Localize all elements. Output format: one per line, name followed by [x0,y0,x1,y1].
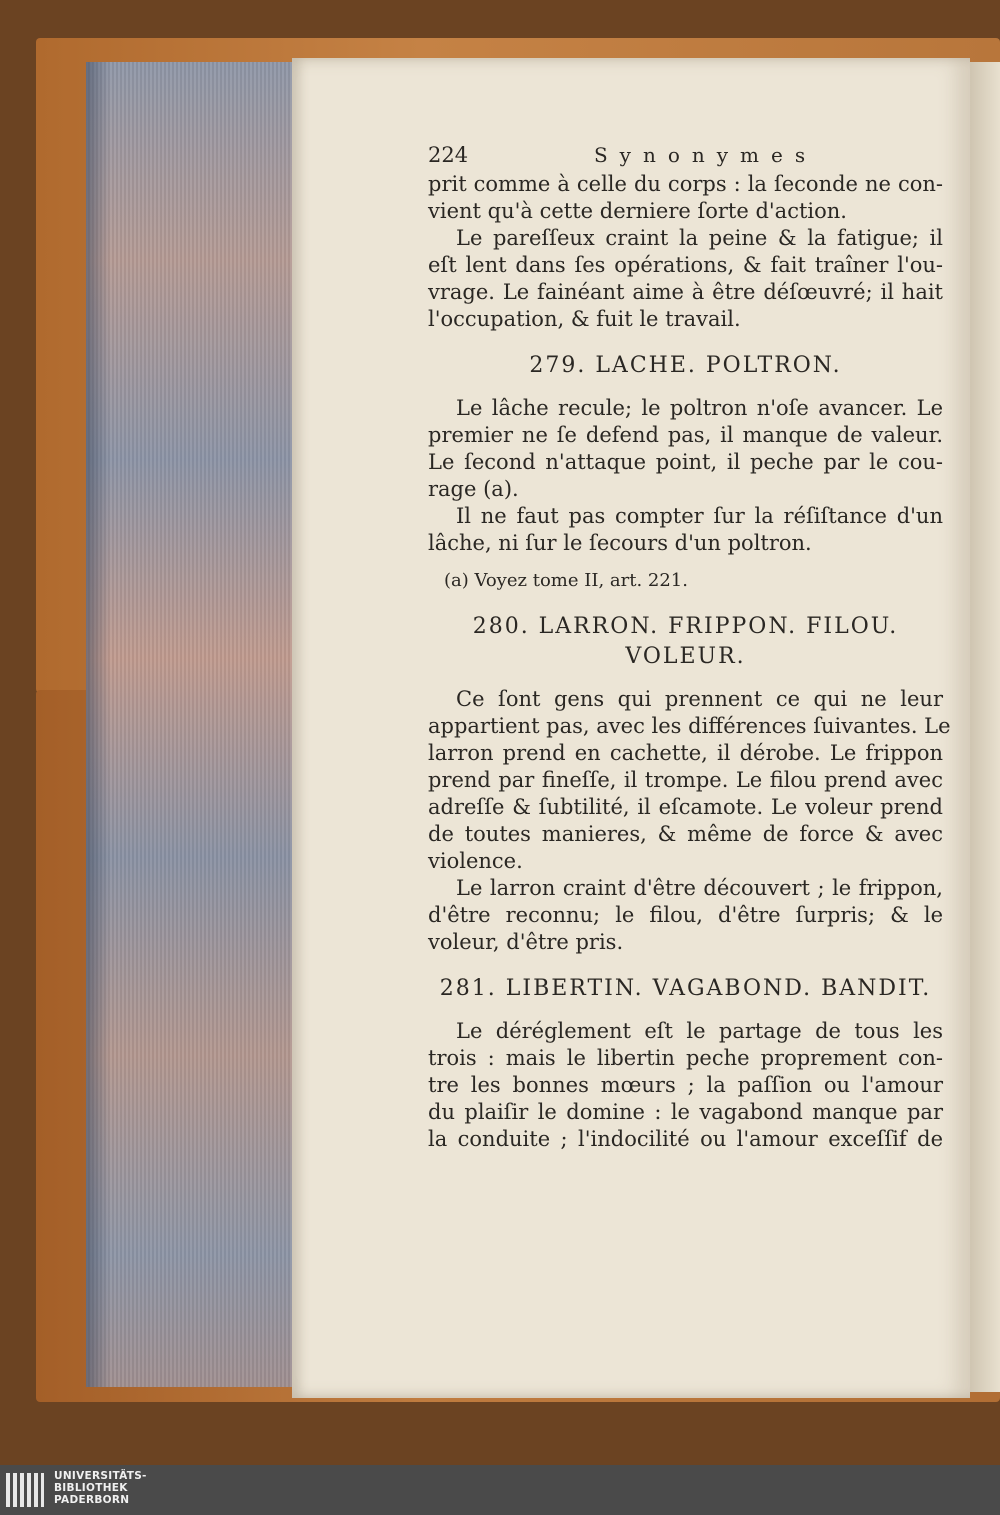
text-line: du plaiſir le domine : le vagabond manque par [428,1100,943,1124]
running-header [428,142,943,169]
section-heading-281: 281. LIBERTIN. VAGABOND. BANDIT. [439,976,932,1001]
section-heading-280-cont: VOLEUR. [625,644,746,669]
facing-page-edge [970,62,1000,1392]
footnote: (a) Voyez tome II, art. 221. [444,570,688,591]
text-line: Le lâche recule; le poltron n'oſe avancer. Le [456,396,943,420]
text-line: Il ne faut pas compter ſur la réſiſtance d'un [456,504,943,528]
library-bars-logo-icon [6,1473,46,1507]
page-number: 224 [428,143,469,167]
text-line: l'occupation, & fuit le travail. [428,307,741,331]
text-line: rage (a). [428,477,519,501]
text-line: lâche, ni ſur le ſecours d'un poltron. [428,531,812,555]
text-line: vrage. Le fainéant aime à être déſœuvré; il hait [428,280,943,304]
text-line: Ce ſont gens qui prennent ce qui ne leur [456,687,943,711]
text-line: Le pareſſeux craint la peine & la fatigue; il [456,226,943,250]
logo-line: UNIVERSITÄTS- [54,1470,147,1482]
text-line: la conduite ; l'indocilité ou l'amour exceſſif de [428,1127,943,1151]
logo-line: BIBLIOTHEK [54,1482,128,1494]
text-line: Le larron craint d'être découvert ; le frippon, [456,876,943,900]
text-line: prit comme à celle du corps : la ſeconde ne con- [428,172,943,196]
library-footer [0,1465,1000,1515]
text-line: appartient pas, avec les différences ſuivantes. Le [428,714,951,738]
edge-shadow [86,62,110,1387]
text-line: voleur, d'être pris. [428,930,624,954]
section-heading-279: 279. LACHE. POLTRON. [529,353,842,378]
text-line: d'être reconnu; le filou, d'être ſurpris; & le [428,903,943,927]
text-line: eſt lent dans ſes opérations, & fait traîner l'ou- [428,253,943,277]
text-line: de toutes manieres, & même de force & avec [428,822,943,846]
text-line: trois : mais le libertin peche proprement con- [428,1046,943,1070]
page-edges-marbled [86,62,292,1387]
text-line: larron prend en cachette, il dérobe. Le frippon [428,741,943,765]
text-line: Le ſecond n'attaque point, il peche par le cou- [428,450,943,474]
text-line: adreſſe & ſubtilité, il eſcamote. Le voleur prend [428,795,943,819]
text-line: Le déréglement eſt le partage de tous les [456,1019,943,1043]
library-logo-text[interactable] [54,1470,147,1506]
text-line: premier ne ſe defend pas, il manque de valeur. [428,423,943,447]
text-line: violence. [428,849,523,873]
text-line: prend par fineſſe, il trompe. Le filou prend avec [428,768,943,792]
section-heading-280: 280. LARRON. FRIPPON. FILOU. [472,614,899,639]
text-line: tre les bonnes mœurs ; la paſſion ou l'amour [428,1073,943,1097]
page-text [428,142,951,1153]
logo-line: PADERBORN [54,1494,130,1506]
running-title: Synonymes [593,143,818,167]
text-line: vient qu'à cette derniere ſorte d'action. [428,199,847,223]
